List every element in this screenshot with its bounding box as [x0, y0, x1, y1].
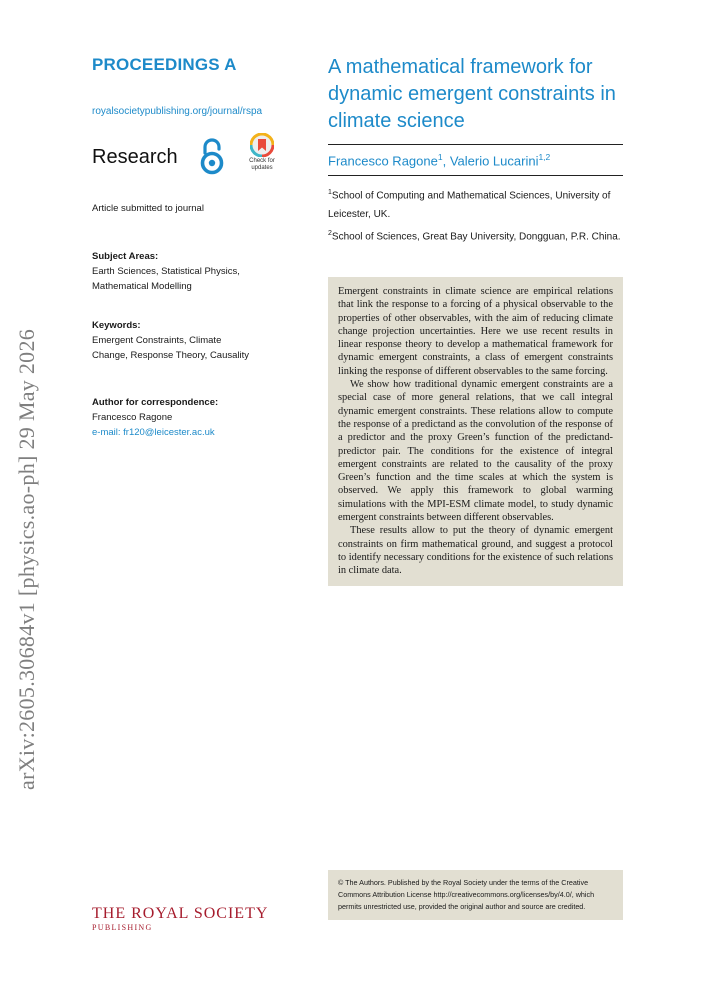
check-for-updates-badge[interactable] — [242, 133, 282, 172]
abstract — [328, 277, 623, 586]
affiliations — [328, 183, 628, 247]
correspondence-heading: Author for correspondence: — [92, 397, 219, 408]
affiliation-item: $^1$School of Computing and Mathematical Sciences, University of Leicester, UK. — [328, 189, 611, 221]
submission-status: Article submitted to journal — [92, 203, 204, 214]
check-updates-icon — [250, 133, 274, 157]
keywords — [92, 318, 292, 363]
author-separator: , — [442, 153, 450, 169]
paper-title: A mathematical framework for dynamic emergent constraints in climate science — [328, 56, 616, 132]
author-name: Valerio Lucarini — [449, 153, 539, 169]
keywords-line: Emergent Constraints, Climate — [92, 335, 222, 346]
keywords-line: Change, Response Theory, Causality — [92, 350, 250, 361]
royal-society-logo — [92, 906, 268, 932]
correspondence-name: Francesco Ragone — [92, 412, 173, 423]
correspondence — [92, 395, 292, 440]
journal-name[interactable]: PROCEEDINGS A — [92, 55, 237, 74]
article-type-label: Research — [92, 146, 178, 168]
subject-areas — [92, 249, 292, 294]
license-notice: © The Authors. Published by the Royal Society under the terms of the Creative Commons Attribution License http://creativecommons.org/licenses/by/4.0/, which permits unrestricted use, provided the original author and source are credited. — [328, 870, 623, 920]
journal-url-link[interactable]: royalsocietypublishing.org/journal/rspa — [92, 106, 263, 117]
publisher-sub: PUBLISHING — [92, 923, 153, 932]
abstract-paragraph: Emergent constraints in climate science are empirical relations that link the response to a forcing of a physical observable to the properties of other observables, with the aim of reducing climate change projection uncertainties. Here we use recent results in linear response theory to develop a mathematical framework for dynamic emergent constraints, a class of emergent constraints linking the response of different observables to the same forcing. — [338, 286, 613, 377]
correspondence-email-link[interactable]: e-mail: fr120@leicester.ac.uk — [92, 427, 215, 438]
abstract-paragraph: These results allow to put the theory of dynamic emergent constraints on firm mathematical ground, and suggest a protocol to identify necessary conditions for the existence of such relations in climate data. — [338, 525, 613, 577]
author-affiliation-mark: 1,2 — [538, 152, 551, 162]
publisher-name: THE ROYAL SOCIETY — [92, 905, 269, 922]
arxiv-identifier: arXiv:2605.30684v1 [physics.ao-ph] 29 May 2026 — [14, 328, 39, 790]
author-affiliation-mark: 1 — [437, 152, 443, 162]
authors-divider — [328, 175, 623, 176]
subject-areas-line: Mathematical Modelling — [92, 281, 192, 292]
author-list — [328, 152, 550, 168]
open-access-icon — [199, 137, 225, 175]
subject-areas-line: Earth Sciences, Statistical Physics, — [92, 266, 240, 277]
affiliation-item: $^2$School of Sciences, Great Bay University, Dongguan, P.R. China. — [328, 230, 621, 243]
check-updates-label: Check for updates — [249, 158, 275, 171]
title-divider — [328, 144, 623, 145]
author-name: Francesco Ragone — [328, 153, 438, 169]
keywords-heading: Keywords: — [92, 320, 141, 331]
subject-areas-heading: Subject Areas: — [92, 251, 159, 262]
abstract-paragraph: We show how traditional dynamic emergent constraints are a special case of more general relations, that we call integral dynamic emergent constraints. These relations allow to compute the response of a predictand as the convolution of the response of a predictor and the proxy Green’s function of the predictand-predictor pair. The conditions for the existence of integral emergent constraints are related to the causality of the proxy Green’s function and the time scales at which the system is observed. We apply this framework to global warming simulations with the MPI-ESM climate model, to study dynamic emergent constraints between different observables. — [338, 379, 613, 524]
